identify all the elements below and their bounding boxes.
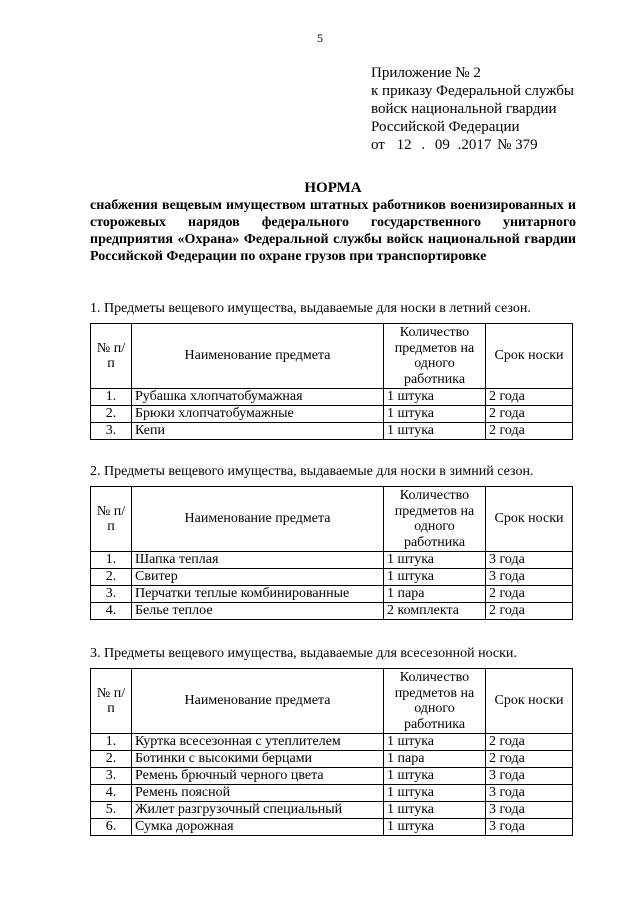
row-name: Свитер — [132, 569, 384, 586]
row-term: 2 года — [486, 423, 573, 440]
row-term: 3 года — [486, 552, 573, 569]
row-term: 2 года — [486, 603, 573, 620]
header-num: № п/п — [91, 324, 132, 389]
row-qty: 1 пара — [384, 586, 486, 603]
table-row — [91, 406, 573, 423]
table-row — [91, 389, 573, 406]
row-qty: 1 штука — [384, 423, 486, 440]
table-row — [91, 603, 573, 620]
row-num: 1. — [91, 552, 132, 569]
row-term: 3 года — [486, 768, 573, 785]
row-term: 3 года — [486, 569, 573, 586]
table-row — [91, 785, 573, 802]
header-qty: Количество предметов на одного работника — [384, 487, 486, 552]
table-row — [91, 552, 573, 569]
row-qty: 1 штука — [384, 552, 486, 569]
row-name: Брюки хлопчатобумажные — [132, 406, 384, 423]
row-term: 2 года — [486, 389, 573, 406]
table-row — [91, 586, 573, 603]
row-num: 3. — [91, 586, 132, 603]
table-row — [91, 423, 573, 440]
row-qty: 1 штука — [384, 389, 486, 406]
header-num: № п/п — [91, 487, 132, 552]
header-name: Наименование предмета — [132, 487, 384, 552]
table-row — [91, 768, 573, 785]
row-term: 2 года — [486, 406, 573, 423]
row-qty: 1 штука — [384, 734, 486, 751]
appendix-agency: войск национальной гвардии — [371, 101, 557, 117]
table-row — [91, 819, 573, 836]
section-summer — [90, 300, 576, 440]
row-qty: 1 штука — [384, 802, 486, 819]
header-qty: Количество предметов на одного работника — [384, 669, 486, 734]
row-num: 3. — [91, 768, 132, 785]
row-num: 1. — [91, 734, 132, 751]
appendix-block — [371, 64, 574, 154]
row-name: Белье теплое — [132, 603, 384, 620]
norm-table — [90, 668, 573, 836]
date-month: 09 — [434, 137, 450, 153]
table-row — [91, 751, 573, 768]
row-name: Жилет разгрузочный специальный — [132, 802, 384, 819]
row-name: Ремень поясной — [132, 785, 384, 802]
order-number: № 379 — [497, 137, 538, 153]
row-name: Куртка всесезонная с утеплителем — [132, 734, 384, 751]
row-num: 4. — [91, 603, 132, 620]
norm-table — [90, 486, 573, 620]
appendix-title: Приложение № 2 — [371, 65, 481, 81]
header-term: Срок носки — [486, 487, 573, 552]
date-day: 12 — [396, 137, 412, 153]
document-title-block — [90, 180, 576, 265]
document-heading: НОРМА — [304, 180, 362, 196]
row-num: 3. — [91, 423, 132, 440]
row-name: Ремень брючный черного цвета — [132, 768, 384, 785]
row-name: Перчатки теплые комбинированные — [132, 586, 384, 603]
table-row — [91, 802, 573, 819]
row-num: 5. — [91, 802, 132, 819]
table-header-row — [91, 487, 573, 552]
row-qty: 1 штука — [384, 768, 486, 785]
appendix-order: к приказу Федеральной службы — [371, 83, 575, 99]
row-name: Ботинки с высокими берцами — [132, 751, 384, 768]
row-term: 2 года — [486, 751, 573, 768]
page-number: 5 — [317, 31, 323, 45]
norm-table — [90, 323, 573, 440]
appendix-date-line: от 12 . 09 .2017 № 379 — [371, 137, 538, 153]
table-header-row — [91, 669, 573, 734]
header-name: Наименование предмета — [132, 324, 384, 389]
row-term: 2 года — [486, 734, 573, 751]
row-num: 1. — [91, 389, 132, 406]
row-name: Рубашка хлопчатобумажная — [132, 389, 384, 406]
header-term: Срок носки — [486, 324, 573, 389]
row-term: 2 года — [486, 586, 573, 603]
row-term: 3 года — [486, 785, 573, 802]
row-qty: 1 пара — [384, 751, 486, 768]
row-qty: 2 комплекта — [384, 603, 486, 620]
header-num: № п/п — [91, 669, 132, 734]
row-num: 4. — [91, 785, 132, 802]
row-name: Шапка теплая — [132, 552, 384, 569]
row-term: 3 года — [486, 802, 573, 819]
row-qty: 1 штука — [384, 406, 486, 423]
row-qty: 1 штука — [384, 819, 486, 836]
header-term: Срок носки — [486, 669, 573, 734]
row-name: Сумка дорожная — [132, 819, 384, 836]
section-all-season — [90, 645, 576, 836]
row-qty: 1 штука — [384, 785, 486, 802]
date-year: .2017 — [457, 137, 492, 153]
header-qty: Количество предметов на одного работника — [384, 324, 486, 389]
appendix-country: Российской Федерации — [371, 119, 520, 135]
section-heading: 2. Предметы вещевого имущества, выдаваемые для носки в зимний сезон. — [90, 464, 534, 479]
row-num: 6. — [91, 819, 132, 836]
document-subtitle: снабжения вещевым имуществом штатных работников военизированных и сторожевых нарядов федерального государственного унитарного предприятия «Охрана» Федеральной службы войск национальной гвардии Российской Федерации по охране грузов при транспортировке — [90, 198, 576, 264]
header-name: Наименование предмета — [132, 669, 384, 734]
row-num: 2. — [91, 406, 132, 423]
row-num: 2. — [91, 569, 132, 586]
table-header-row — [91, 324, 573, 389]
table-row — [91, 734, 573, 751]
row-name: Кепи — [132, 423, 384, 440]
row-qty: 1 штука — [384, 569, 486, 586]
table-row — [91, 569, 573, 586]
row-term: 3 года — [486, 819, 573, 836]
section-winter — [90, 463, 576, 620]
section-heading: 3. Предметы вещевого имущества, выдаваемые для всесезонной носки. — [90, 646, 517, 661]
row-num: 2. — [91, 751, 132, 768]
section-heading: 1. Предметы вещевого имущества, выдаваемые для носки в летний сезон. — [90, 301, 531, 316]
date-prefix: от — [371, 137, 385, 153]
